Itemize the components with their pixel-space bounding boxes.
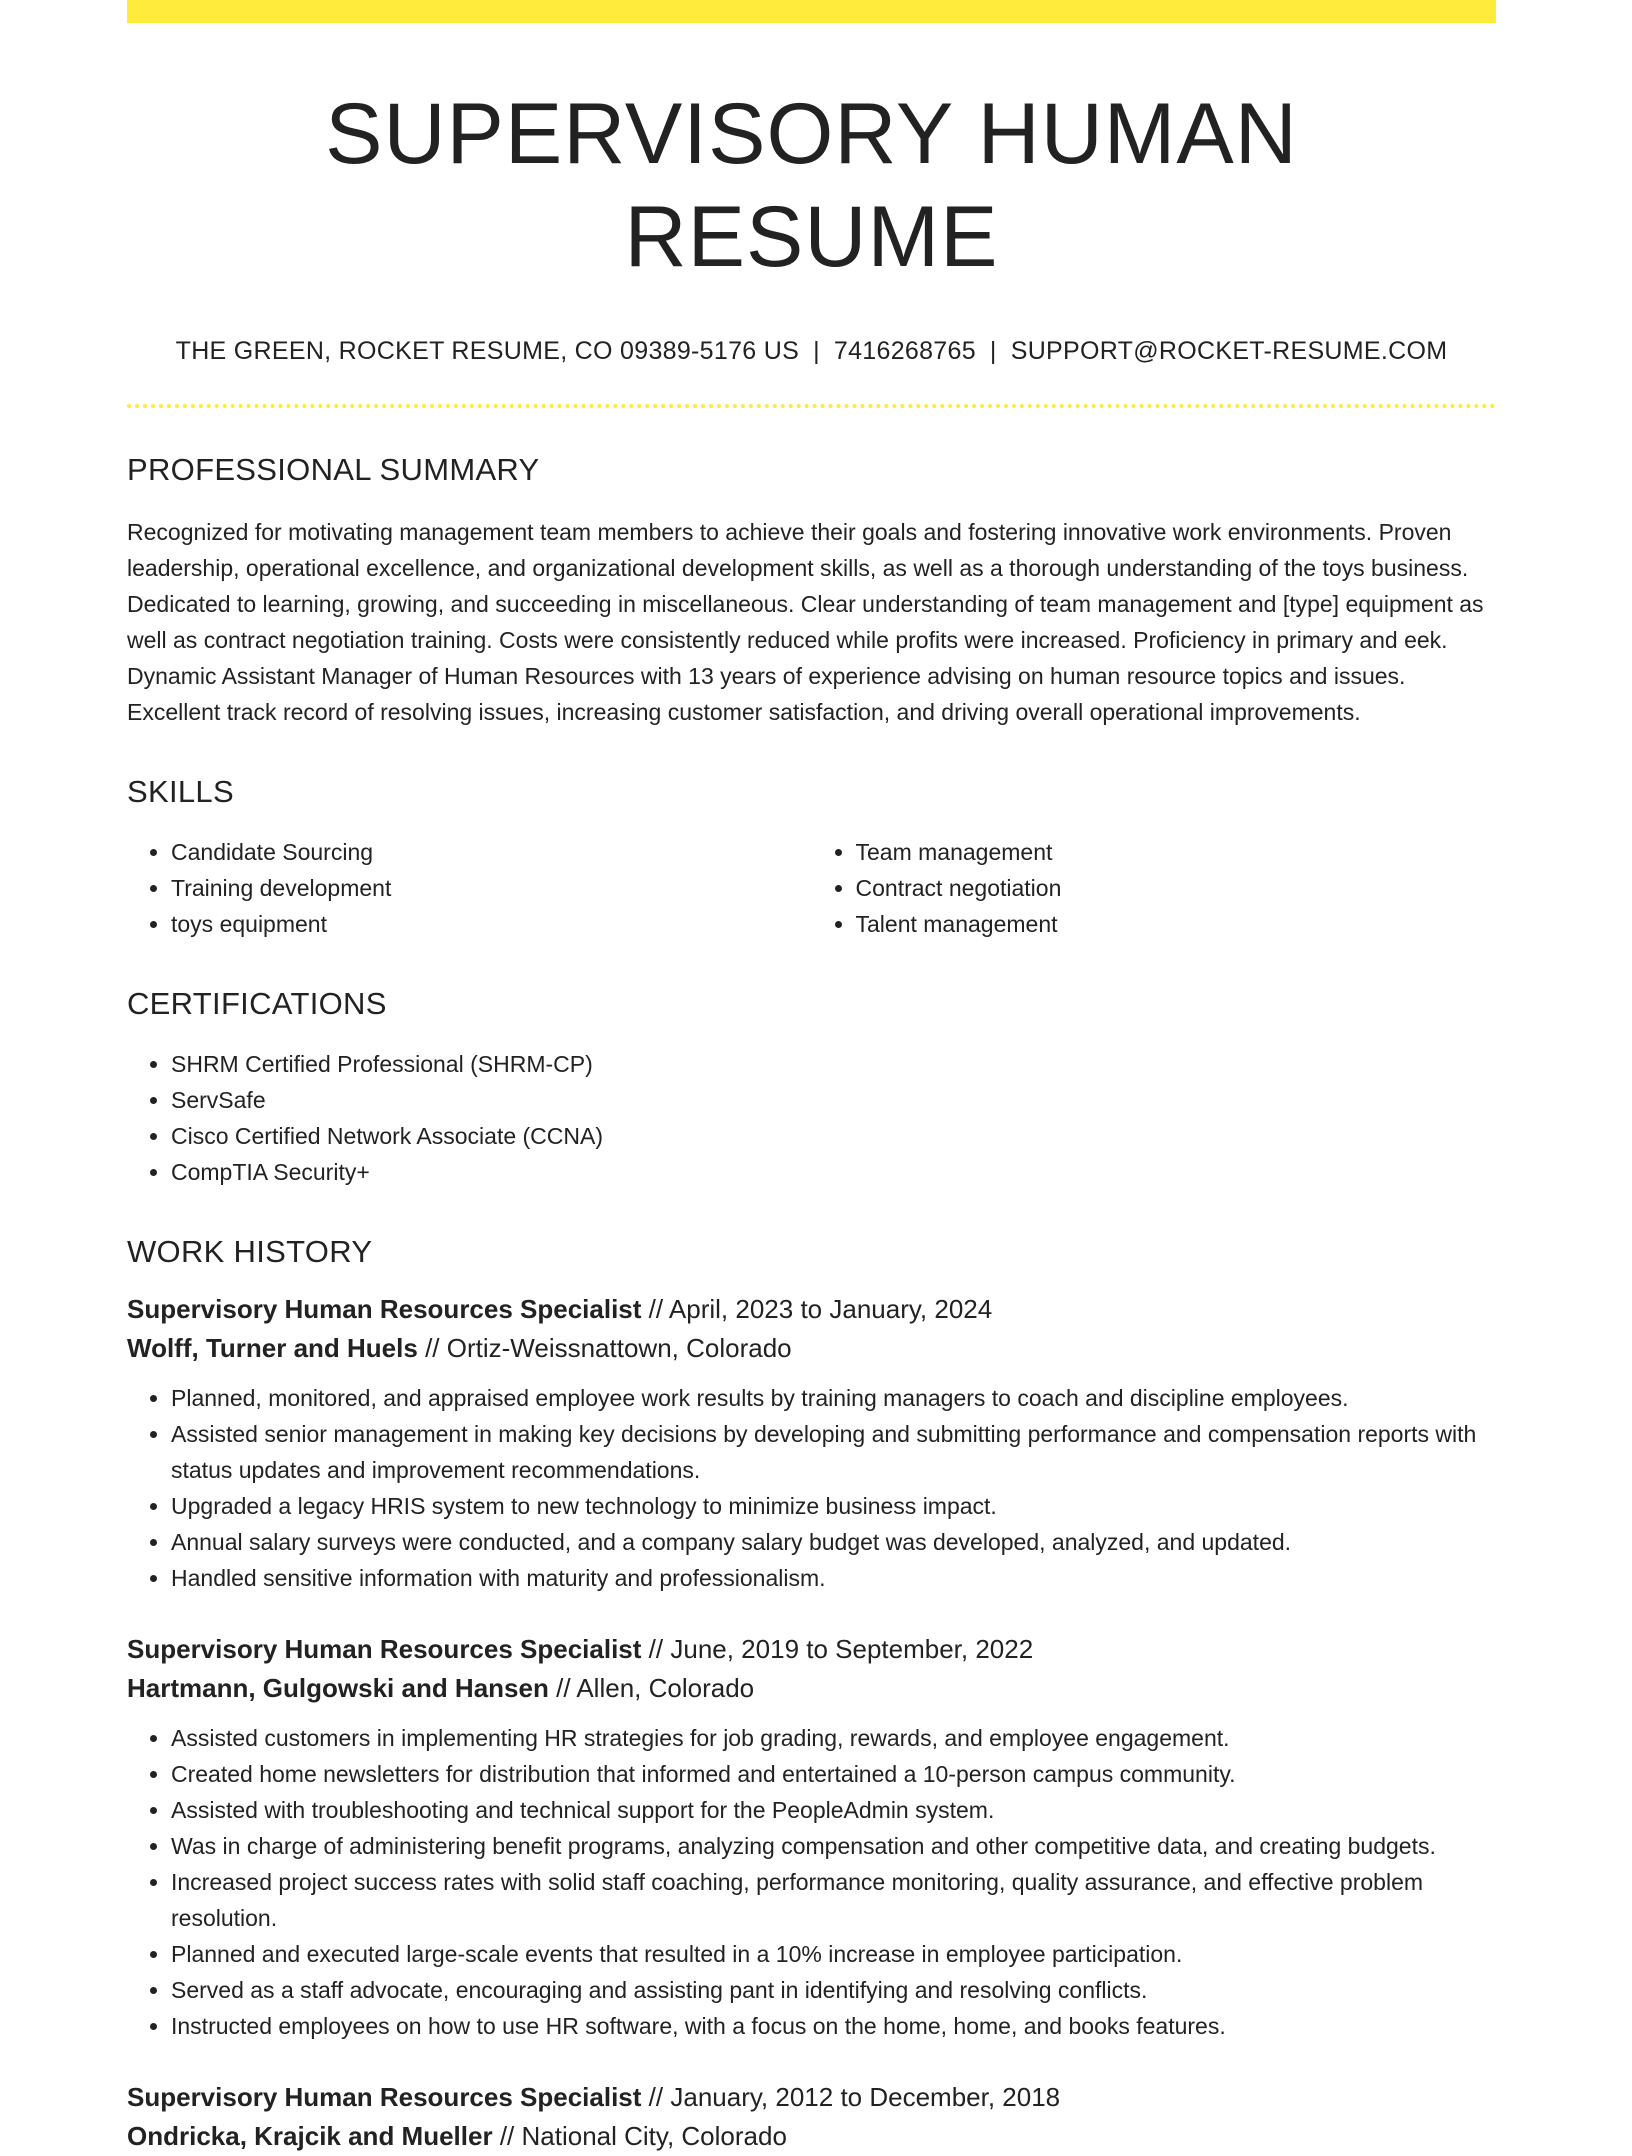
job-bullet: • Increased project success rates with solid staff coaching, performance monitoring, quality assurance, and effective problem resolution.	[171, 1864, 1496, 1936]
certification-item: • Cisco Certified Network Associate (CCNA)	[171, 1118, 1496, 1154]
job-bullet: • Served as a staff advocate, encouraging and assisting pant in identifying and resolving conflicts.	[171, 1972, 1496, 2008]
skill-item: • toys equipment	[171, 906, 812, 942]
job-bullet: • Assisted with troubleshooting and technical support for the PeopleAdmin system.	[171, 1792, 1496, 1828]
resume-name: SUPERVISORY HUMAN RESUME	[325, 86, 1298, 286]
skills-column-right	[812, 834, 1497, 942]
job-separator: //	[648, 2082, 664, 2113]
resume-page	[127, 0, 1496, 2156]
skill-item: • Talent management	[856, 906, 1497, 942]
certifications-list	[127, 1046, 1496, 1190]
summary-heading: PROFESSIONAL SUMMARY	[127, 452, 540, 488]
contact-address: THE GREEN, ROCKET RESUME, CO 09389-5176 US	[175, 337, 800, 366]
skills-heading: SKILLS	[127, 774, 234, 810]
job-company: Hartmann, Gulgowski and Hansen	[127, 1673, 549, 1704]
job-entry	[127, 2078, 1496, 2156]
job-company-line	[127, 1669, 1496, 1708]
job-bullet: • Assisted customers in implementing HR strategies for job grading, rewards, and employee engagement.	[171, 1720, 1496, 1756]
skill-item: • Contract negotiation	[856, 870, 1497, 906]
job-bullet: • Instructed employees on how to use HR software, with a focus on the home, home, and books features.	[171, 2008, 1496, 2044]
job-title: Supervisory Human Resources Specialist	[127, 2082, 642, 2113]
job-bullet: • Planned and executed large-scale events that resulted in a 10% increase in employee participation.	[171, 1936, 1496, 1972]
job-company: Wolff, Turner and Huels	[127, 1333, 418, 1364]
job-bullet: • Was in charge of administering benefit programs, analyzing compensation and other competitive data, and creating budgets.	[171, 1828, 1496, 1864]
certification-item: • ServSafe	[171, 1082, 1496, 1118]
job-dates: June, 2019 to September, 2022	[670, 1634, 1034, 1665]
summary-text: Recognized for motivating management team members to achieve their goals and fostering innovative work environments. Proven leadership, operational excellence, and organizational development skills, as well as a thorough understanding of the toys business. Dedicated to learning, growing, and succeeding in miscellaneous. Clear understanding of team management and [type] equipment as well as contract negotiation training. Costs were consistently reduced while profits were increased. Proficiency in primary and eek. Dynamic Assistant Manager of Human Resources with 13 years of experience advising on human resource topics and issues. Excellent track record of resolving issues, increasing customer satisfaction, and driving overall operational improvements.	[127, 519, 1484, 726]
job-separator: //	[648, 1634, 664, 1665]
contact-phone: 7416268765	[833, 337, 976, 366]
job-title-line	[127, 1630, 1496, 1669]
skill-item: • Training development	[171, 870, 812, 906]
skills-list	[127, 834, 1496, 942]
contact-email: SUPPORT@ROCKET-RESUME.COM	[1010, 337, 1448, 366]
job-dates: January, 2012 to December, 2018	[670, 2082, 1061, 2113]
job-company-line	[127, 2117, 1496, 2156]
skill-item: • Candidate Sourcing	[171, 834, 812, 870]
job-location: Allen, Colorado	[576, 1673, 755, 1704]
job-bullets	[127, 1380, 1496, 1596]
job-bullet: • Handled sensitive information with maturity and professionalism.	[171, 1560, 1496, 1596]
skill-item: • Team management	[856, 834, 1497, 870]
job-title: Supervisory Human Resources Specialist	[127, 1294, 642, 1325]
contact-separator: |	[989, 337, 997, 366]
job-title-line	[127, 1290, 1496, 1329]
job-title: Supervisory Human Resources Specialist	[127, 1634, 642, 1665]
job-separator: //	[556, 1673, 571, 1704]
job-bullet: • Created home newsletters for distribution that informed and entertained a 10-person campus community.	[171, 1756, 1496, 1792]
certification-item: • CompTIA Security+	[171, 1154, 1496, 1190]
certification-item: • SHRM Certified Professional (SHRM-CP)	[171, 1046, 1496, 1082]
job-company-line	[127, 1329, 1496, 1368]
contact-separator: |	[813, 337, 820, 366]
job-separator: //	[648, 1294, 664, 1325]
job-bullet: • Planned, monitored, and appraised employee work results by training managers to coach and discipline employees.	[171, 1380, 1496, 1416]
job-separator: //	[499, 2121, 515, 2152]
job-bullet: • Assisted senior management in making key decisions by developing and submitting performance and compensation reports with status updates and improvement recommendations.	[171, 1416, 1496, 1488]
job-location: Ortiz-Weissnattown, Colorado	[446, 1333, 792, 1364]
dotted-divider	[127, 404, 1496, 408]
accent-top-bar	[127, 0, 1496, 23]
job-entry	[127, 1290, 1496, 1596]
job-dates: April, 2023 to January, 2024	[668, 1294, 993, 1325]
job-bullets	[127, 1720, 1496, 2044]
contact-line	[127, 337, 1496, 366]
job-location: National City, Colorado	[521, 2121, 787, 2152]
skills-column-left	[127, 834, 812, 942]
certifications-heading: CERTIFICATIONS	[127, 986, 387, 1022]
work-history-heading: WORK HISTORY	[127, 1234, 373, 1270]
job-company: Ondricka, Krajcik and Mueller	[127, 2121, 493, 2152]
job-bullet: • Upgraded a legacy HRIS system to new technology to minimize business impact.	[171, 1488, 1496, 1524]
job-separator: //	[425, 1333, 440, 1364]
job-entry	[127, 1630, 1496, 2044]
job-bullet: • Annual salary surveys were conducted, and a company salary budget was developed, analyzed, and updated.	[171, 1524, 1496, 1560]
